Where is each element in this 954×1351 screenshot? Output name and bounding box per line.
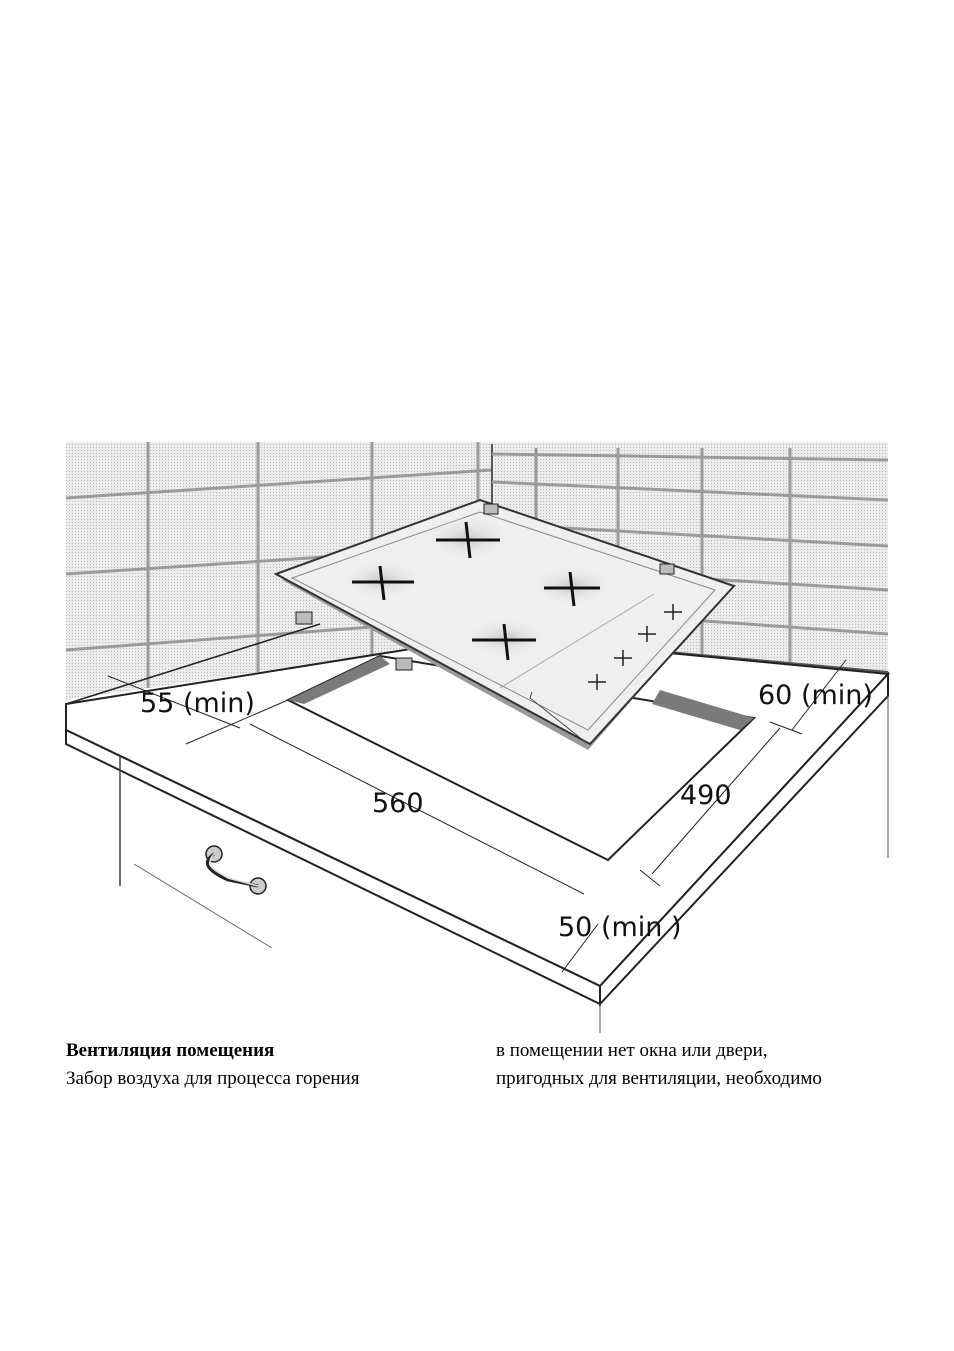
paragraph-line: Забор воздуха для процесса горения [66,1068,360,1089]
hob-installation-diagram [60,438,894,1033]
cutout-depth-label: 490 [680,780,732,811]
burner-icon [342,560,422,600]
text-column-right [496,1037,822,1093]
paragraph-line: в помещении нет окна или двери, [496,1040,768,1061]
cutout-width-label: 560 [372,788,424,819]
side-clearance-label: 60 (min) [758,680,873,711]
burner-icon [424,516,512,560]
text-column-left [66,1037,359,1093]
burner-icon [530,566,614,606]
back-clearance-label: 55 (min) [140,688,255,719]
drawer-handle-icon [206,846,266,894]
section-heading: Вентиляция помещения [66,1040,275,1061]
paragraph-line: пригодных для вентиляции, необходимо [496,1068,822,1089]
front-clearance-label: 50 (min ) [558,912,682,943]
